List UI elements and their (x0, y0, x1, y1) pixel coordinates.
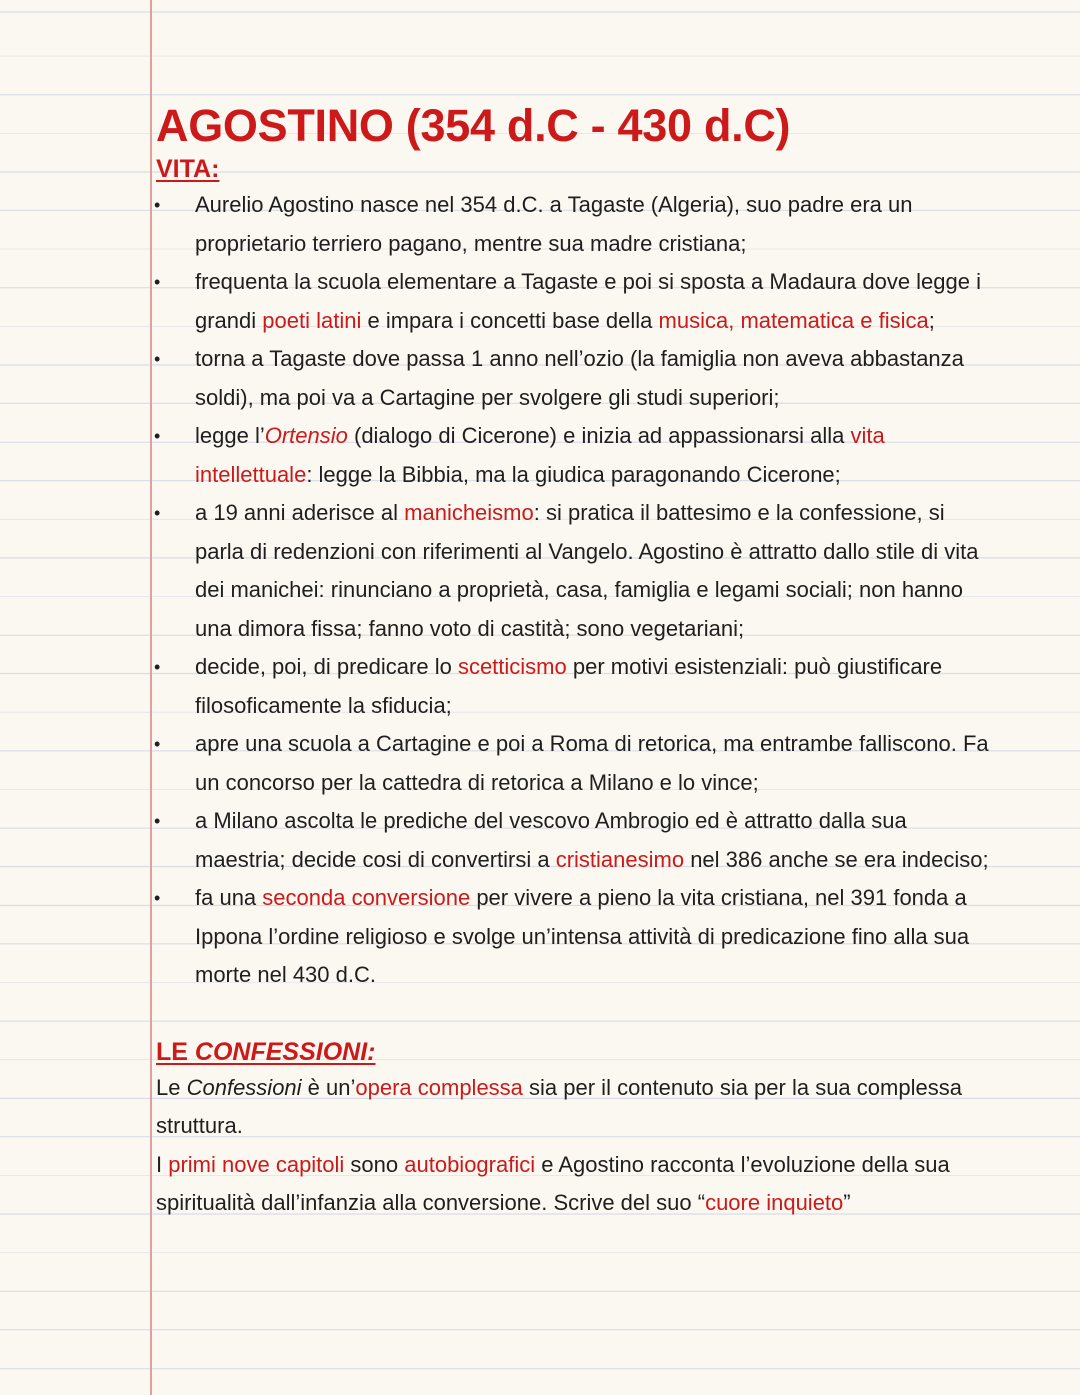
list-item (156, 879, 996, 995)
highlight-text: poeti latini (262, 307, 362, 333)
list-item (156, 725, 996, 802)
item-text: apre una scuola a Cartagine e poi a Roma di retorica, ma entrambe falliscono. Fa un concorso per la cattedra di retorica a Milano e lo vince; (195, 731, 989, 795)
bullet-icon: • (154, 349, 161, 369)
bullet-icon: • (154, 888, 161, 908)
bullet-icon: • (154, 503, 161, 523)
bullet-icon: • (154, 734, 161, 754)
heading-text-italic: CONFESSIONI: (194, 1037, 376, 1066)
paragraph (156, 1069, 996, 1146)
list-item (156, 802, 996, 879)
bullet-icon: • (154, 657, 161, 677)
para-text: sono (344, 1151, 405, 1177)
vita-bullet-list (156, 186, 996, 995)
list-item (156, 648, 996, 725)
para-text: Le (156, 1074, 187, 1100)
para-text: ” (843, 1190, 851, 1215)
highlight-text: manicheismo (404, 500, 534, 525)
highlight-text: cristianesimo (555, 846, 685, 872)
list-item (156, 340, 996, 417)
para-text: e Agostino racconta l’evoluzione della sua spiritualità dall’infanzia alla conversione. Scrive del suo “ (156, 1151, 950, 1215)
bullet-icon: • (154, 272, 161, 292)
para-text: I (156, 1151, 169, 1177)
item-text: frequenta la scuola elementare a Tagaste e poi si sposta a Madaura dove legge i grandi (195, 269, 981, 333)
item-text: (dialogo di Cicerone) e inizia ad appassionarsi alla (347, 423, 851, 448)
notes-page (156, 100, 996, 1223)
highlight-text: seconda conversione (262, 885, 471, 910)
bullet-icon: • (154, 811, 161, 831)
section-heading-vita: VITA: (156, 155, 220, 183)
notebook-margin-line (150, 0, 152, 1395)
italic-text: Confessioni (186, 1074, 302, 1100)
item-text: decide, poi, di predicare lo (195, 654, 458, 679)
highlight-text: scetticismo (457, 654, 567, 679)
highlight-text: primi nove capitoli (168, 1151, 345, 1177)
item-text: legge l’ (195, 423, 265, 448)
heading-text: LE (156, 1037, 195, 1066)
item-text: a 19 anni aderisce al (195, 500, 405, 525)
item-text: nel 386 anche se era indeciso; (684, 846, 989, 872)
bullet-icon: • (154, 426, 161, 446)
list-item (156, 494, 996, 648)
item-text: e impara i concetti base della (361, 307, 659, 333)
para-text: sia per il contenuto sia per la sua complessa struttura. (156, 1074, 962, 1138)
para-text: è un’ (301, 1074, 356, 1100)
item-text: Aurelio Agostino nasce nel 354 d.C. a Tagaste (Algeria), suo padre era un proprietario terriero pagano, mentre sua madre cristiana; (195, 192, 913, 256)
section-heading-confessioni (156, 1035, 996, 1069)
item-text: per motivi esistenziali: può giustificare filosoficamente la sfiducia; (195, 654, 943, 718)
page-title: AGOSTINO (354 d.C - 430 d.C) (156, 100, 791, 151)
item-text: torna a Tagaste dove passa 1 anno nell’ozio (la famiglia non aveva abbastanza soldi), ma poi va a Cartagine per svolgere gli studi superiori; (195, 346, 964, 410)
highlight-text: musica, matematica e fisica (658, 307, 929, 333)
paragraph (156, 1146, 996, 1223)
highlight-text: autobiografici (404, 1151, 536, 1177)
highlight-text: cuore inquieto (705, 1190, 844, 1215)
bullet-icon: • (154, 195, 161, 215)
item-text: fa una (195, 885, 263, 910)
list-item (156, 186, 996, 263)
item-text: a Milano ascolta le prediche del vescovo Ambrogio ed è attratto dalla sua maestria; decide cosi di convertirsi a (195, 808, 907, 872)
highlight-text: vita intellettuale (195, 423, 885, 487)
item-text: ; (928, 307, 935, 333)
highlight-text: opera complessa (355, 1074, 523, 1100)
list-item (156, 263, 996, 340)
section-spacer (156, 995, 996, 1035)
item-text: : legge la Bibbia, ma la giudica paragonando Cicerone; (306, 461, 841, 487)
list-item (156, 417, 996, 494)
highlight-text: Ortensio (264, 423, 348, 448)
item-text: : si pratica il battesimo e la confessione, si parla di redenzioni con riferimenti al Vangelo. Agostino è attratto dallo stile di vita dei manichei: rinunciano a proprietà, casa, famiglia e legami sociali; non hanno una dimora fissa; fanno voto di castità; sono vegetariani; (195, 500, 979, 641)
item-text: per vivere a pieno la vita cristiana, nel 391 fonda a Ippona l’ordine religioso e svolge un’intensa attività di predicazione fino alla sua morte nel 430 d.C. (195, 885, 970, 987)
